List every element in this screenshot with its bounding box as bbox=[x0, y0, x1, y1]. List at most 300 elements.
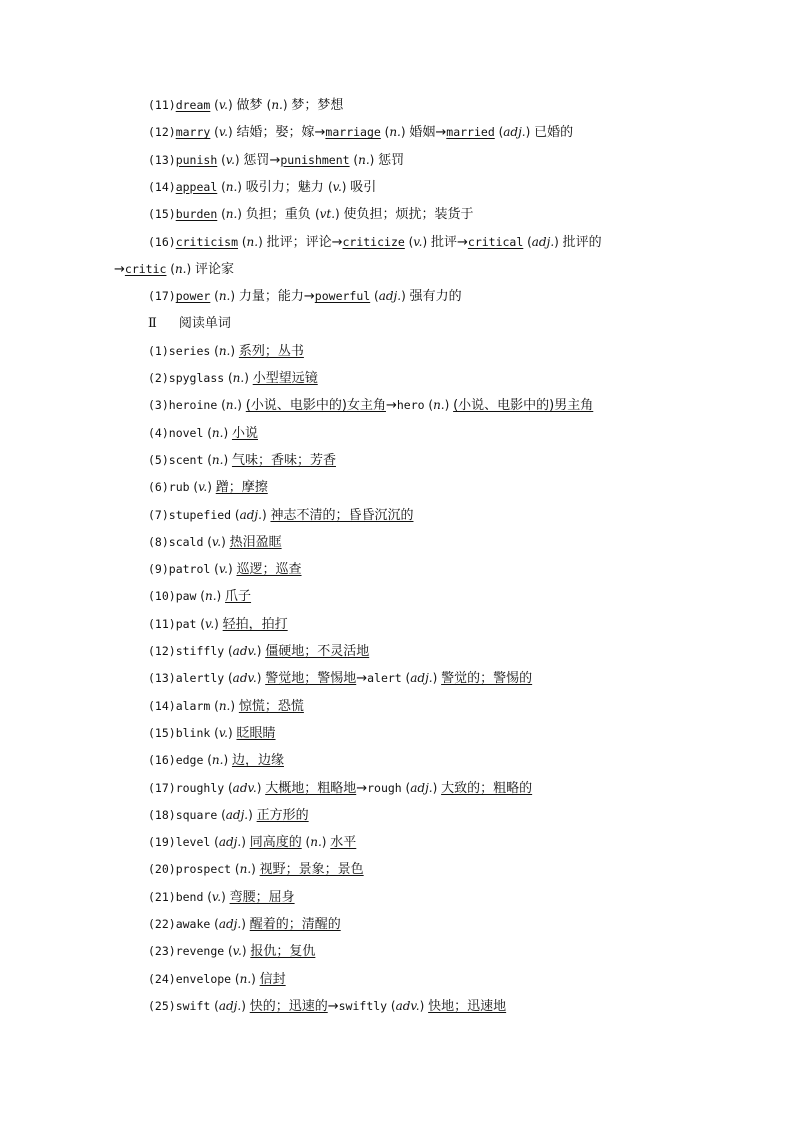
parenthesis: ( bbox=[196, 616, 205, 631]
parenthesis: ) bbox=[554, 234, 563, 249]
part-of-speech: adj. bbox=[218, 998, 242, 1013]
part-of-speech: adv. bbox=[232, 644, 257, 658]
parenthesis: ( bbox=[266, 98, 272, 112]
parenthesis: ) bbox=[251, 862, 260, 877]
english-word: marry bbox=[175, 125, 211, 140]
english-word: dream bbox=[175, 98, 211, 112]
vocab-entry bbox=[148, 452, 336, 469]
english-word: criticize bbox=[342, 234, 405, 249]
parenthesis: ) bbox=[234, 152, 244, 167]
chinese-meaning: 眨眼睛 bbox=[236, 725, 276, 741]
vocab-entry bbox=[148, 234, 602, 251]
chinese-text: 强有力的 bbox=[409, 289, 462, 305]
section-number: Ⅱ bbox=[148, 316, 157, 332]
vocab-entry bbox=[148, 916, 341, 933]
english-word: burden bbox=[175, 207, 218, 222]
parenthesis: ( bbox=[424, 398, 434, 413]
english-word: revenge bbox=[175, 944, 225, 959]
vocab-entry bbox=[148, 752, 284, 769]
parenthesis: ) bbox=[369, 152, 379, 167]
chinese-text: 梦；梦想 bbox=[291, 98, 344, 113]
parenthesis: ( bbox=[210, 998, 219, 1013]
english-word: roughly bbox=[175, 780, 225, 795]
english-word: patrol bbox=[168, 562, 211, 577]
parenthesis: ( bbox=[217, 398, 226, 413]
parenthesis: ) bbox=[422, 234, 431, 249]
parenthesis: ) bbox=[432, 780, 442, 795]
entry-number: (13) bbox=[148, 152, 176, 167]
parenthesis: ) bbox=[244, 371, 253, 385]
vocab-entry bbox=[148, 834, 356, 851]
vocab-entry bbox=[148, 179, 376, 196]
english-word: swiftly bbox=[338, 998, 388, 1013]
entry-number: (16) bbox=[148, 753, 176, 768]
parenthesis: ( bbox=[203, 534, 212, 549]
chinese-meaning: 边，边缘 bbox=[231, 753, 284, 769]
parenthesis: ( bbox=[189, 480, 199, 495]
vocab-entry bbox=[148, 425, 258, 442]
part-of-speech: n. bbox=[218, 343, 231, 358]
parenthesis: ) bbox=[251, 971, 260, 986]
english-word: edge bbox=[175, 753, 204, 768]
chinese-meaning: 系列；丛书 bbox=[238, 343, 304, 359]
part-of-speech: n. bbox=[225, 179, 238, 194]
chinese-meaning: 小型望远镜 bbox=[252, 371, 318, 386]
chinese-text: 吸引 bbox=[350, 179, 377, 195]
chinese-text: → bbox=[356, 780, 368, 796]
parenthesis: ( bbox=[387, 998, 396, 1013]
part-of-speech: adj. bbox=[410, 780, 433, 795]
part-of-speech: adj. bbox=[531, 234, 555, 249]
chinese-meaning: 爪子 bbox=[225, 589, 252, 605]
vocab-entry bbox=[148, 206, 474, 223]
entry-number: (7) bbox=[148, 507, 169, 522]
entry-number: (14) bbox=[148, 698, 176, 713]
entry-number: (22) bbox=[148, 917, 176, 931]
parenthesis: ( bbox=[349, 152, 359, 167]
chinese-meaning: 信封 bbox=[259, 971, 286, 987]
entry-number: (15) bbox=[148, 207, 176, 222]
english-word: marriage bbox=[325, 125, 381, 140]
english-word: awake bbox=[175, 917, 211, 931]
part-of-speech: n. bbox=[239, 971, 252, 986]
english-word: powerful bbox=[314, 289, 371, 304]
parenthesis: ( bbox=[380, 125, 390, 140]
vocab-entry bbox=[114, 261, 234, 278]
chinese-text: 批评；评论 bbox=[266, 234, 332, 250]
chinese-text: → bbox=[435, 125, 447, 141]
entry-number: (21) bbox=[148, 889, 176, 904]
parenthesis: ( bbox=[203, 425, 212, 440]
entry-number: (12) bbox=[148, 125, 176, 140]
parenthesis: ( bbox=[210, 725, 219, 740]
chinese-meaning: 蹭；摩擦 bbox=[215, 480, 268, 496]
part-of-speech: v. bbox=[225, 152, 235, 167]
part-of-speech: n. bbox=[218, 289, 231, 304]
part-of-speech: adj. bbox=[218, 835, 242, 850]
parenthesis: ) bbox=[241, 835, 250, 850]
chinese-meaning: 快地；迅速地 bbox=[428, 998, 507, 1014]
parenthesis: ) bbox=[241, 944, 251, 959]
parenthesis: ) bbox=[444, 398, 454, 413]
parenthesis: ( bbox=[217, 207, 226, 222]
parenthesis: ( bbox=[196, 589, 205, 604]
english-word: punish bbox=[175, 152, 218, 167]
parenthesis: ) bbox=[256, 780, 266, 795]
parenthesis: ( bbox=[210, 343, 219, 358]
part-of-speech: v. bbox=[211, 889, 222, 904]
vocab-entry bbox=[148, 343, 304, 360]
entry-number: (3) bbox=[148, 398, 169, 413]
part-of-speech: adj. bbox=[218, 917, 242, 931]
part-of-speech: v. bbox=[198, 480, 208, 495]
entry-number: (20) bbox=[148, 862, 176, 877]
entry-number: (1) bbox=[148, 343, 169, 358]
parenthesis: ) bbox=[400, 125, 410, 140]
part-of-speech: adj. bbox=[503, 125, 526, 140]
english-word: spyglass bbox=[168, 371, 225, 385]
parenthesis: ) bbox=[223, 753, 232, 768]
chinese-text: 已婚的 bbox=[534, 125, 574, 141]
english-word: critic bbox=[124, 261, 167, 276]
parenthesis: ( bbox=[494, 125, 504, 140]
vocab-entry bbox=[148, 725, 276, 742]
part-of-speech: adv. bbox=[232, 780, 257, 795]
english-word: bend bbox=[175, 889, 204, 904]
parenthesis: ( bbox=[231, 862, 240, 877]
english-word: punishment bbox=[280, 152, 350, 167]
parenthesis: ) bbox=[432, 671, 442, 686]
english-word: pat bbox=[175, 616, 197, 631]
vocab-entry bbox=[148, 616, 288, 633]
english-word: stupefied bbox=[168, 507, 232, 522]
part-of-speech: n. bbox=[239, 862, 252, 877]
part-of-speech: v. bbox=[211, 534, 222, 549]
part-of-speech: n. bbox=[310, 835, 322, 850]
part-of-speech: v. bbox=[232, 944, 242, 959]
part-of-speech: vt. bbox=[319, 207, 336, 222]
vocab-entry bbox=[148, 807, 309, 824]
chinese-text: 使负担；烦扰；装货于 bbox=[343, 207, 474, 223]
parenthesis: ( bbox=[210, 562, 219, 577]
english-word: novel bbox=[168, 425, 204, 440]
parenthesis: ) bbox=[419, 998, 429, 1013]
english-word: married bbox=[446, 125, 495, 140]
chinese-meaning: 警觉地；警惕地 bbox=[265, 671, 357, 687]
parenthesis: ) bbox=[237, 398, 246, 413]
chinese-text: → bbox=[114, 261, 125, 277]
parenthesis: ( bbox=[231, 971, 240, 986]
entry-number: (17) bbox=[148, 289, 176, 304]
chinese-text: → bbox=[303, 289, 315, 305]
english-word: heroine bbox=[168, 398, 218, 413]
parenthesis: ) bbox=[258, 234, 267, 249]
part-of-speech: n. bbox=[218, 698, 231, 713]
vocab-entry bbox=[148, 479, 268, 496]
chinese-text: 婚姻 bbox=[409, 125, 436, 141]
chinese-meaning: 神志不清的；昏昏沉沉的 bbox=[270, 507, 414, 523]
part-of-speech: n. bbox=[358, 152, 370, 167]
part-of-speech: n. bbox=[246, 234, 259, 249]
parenthesis: ( bbox=[224, 371, 233, 385]
parenthesis: ) bbox=[228, 125, 237, 140]
part-of-speech: v. bbox=[413, 234, 423, 249]
english-word: criticism bbox=[175, 234, 239, 249]
chinese-meaning: 大概地；粗略地 bbox=[265, 780, 357, 796]
chinese-meaning: 快的；迅速的 bbox=[249, 998, 328, 1014]
entry-number: (25) bbox=[148, 998, 176, 1013]
chinese-meaning: 大致的；粗略的 bbox=[441, 780, 533, 796]
vocab-entry bbox=[148, 889, 295, 906]
chinese-meaning: 小说 bbox=[231, 425, 258, 441]
chinese-text: → bbox=[269, 152, 281, 168]
vocab-entry bbox=[148, 588, 251, 605]
parenthesis: ) bbox=[223, 452, 232, 467]
english-word: alertly bbox=[175, 671, 225, 686]
vocab-entry bbox=[148, 670, 532, 687]
entry-number: (5) bbox=[148, 452, 169, 467]
parenthesis: ( bbox=[203, 753, 212, 768]
vocab-entry bbox=[148, 861, 364, 878]
chinese-text: 评论家 bbox=[195, 261, 235, 277]
chinese-meaning: 轻拍，拍打 bbox=[222, 616, 288, 632]
parenthesis: ( bbox=[231, 507, 240, 522]
vocab-entry bbox=[148, 998, 506, 1015]
parenthesis: ( bbox=[401, 671, 411, 686]
english-word: blink bbox=[175, 725, 211, 740]
english-word: series bbox=[168, 343, 211, 358]
parenthesis: ( bbox=[203, 452, 212, 467]
part-of-speech: v. bbox=[204, 616, 215, 631]
chinese-meaning: (小说、电影中的)男主角 bbox=[453, 398, 594, 414]
parenthesis: ) bbox=[525, 125, 535, 140]
chinese-meaning: 正方形的 bbox=[256, 807, 309, 823]
parenthesis: ) bbox=[221, 889, 230, 904]
english-word: square bbox=[175, 807, 218, 822]
chinese-text: → bbox=[356, 671, 368, 687]
part-of-speech: adj. bbox=[225, 807, 249, 822]
parenthesis: ( bbox=[166, 261, 175, 276]
vocab-entry bbox=[148, 397, 593, 414]
parenthesis: ) bbox=[401, 289, 410, 304]
part-of-speech: n. bbox=[271, 98, 283, 112]
part-of-speech: v. bbox=[218, 725, 228, 740]
entry-number: (23) bbox=[148, 944, 176, 959]
parenthesis: ) bbox=[237, 179, 246, 194]
vocab-entry bbox=[148, 534, 282, 551]
english-word: rub bbox=[168, 480, 190, 495]
vocab-entry bbox=[148, 971, 286, 988]
parenthesis: ( bbox=[210, 698, 219, 713]
chinese-meaning: 报仇；复仇 bbox=[250, 944, 316, 960]
entry-number: (15) bbox=[148, 725, 176, 740]
parenthesis: ) bbox=[228, 562, 237, 577]
chinese-meaning: 气味；香味；芳香 bbox=[231, 452, 336, 468]
part-of-speech: v. bbox=[218, 125, 228, 140]
chinese-text: 惩罚 bbox=[243, 152, 270, 168]
vocab-entry bbox=[148, 507, 413, 524]
english-word: alert bbox=[367, 671, 402, 686]
entry-number: (14) bbox=[148, 179, 176, 194]
english-word: scent bbox=[168, 452, 204, 467]
parenthesis: ) bbox=[282, 98, 292, 112]
parenthesis: ) bbox=[237, 207, 246, 222]
vocab-entry bbox=[148, 643, 369, 660]
parenthesis: ) bbox=[256, 644, 266, 658]
entry-number: (10) bbox=[148, 589, 176, 604]
vocab-entry bbox=[148, 124, 573, 141]
parenthesis: ( bbox=[401, 780, 411, 795]
chinese-meaning: 热泪盈眶 bbox=[229, 534, 282, 550]
entry-number: (9) bbox=[148, 562, 169, 577]
parenthesis: ) bbox=[335, 207, 344, 222]
parenthesis: ) bbox=[248, 807, 257, 822]
part-of-speech: adv. bbox=[232, 671, 257, 686]
english-word: paw bbox=[175, 589, 197, 604]
parenthesis: ) bbox=[230, 289, 239, 304]
chinese-meaning: 巡逻；巡查 bbox=[236, 562, 302, 578]
english-word: rough bbox=[367, 780, 402, 795]
part-of-speech: n. bbox=[204, 589, 217, 604]
part-of-speech: n. bbox=[211, 452, 224, 467]
part-of-speech: adj. bbox=[378, 289, 402, 304]
part-of-speech: adj. bbox=[410, 671, 433, 686]
chinese-text: 批评 bbox=[430, 234, 457, 250]
english-word: prospect bbox=[175, 862, 232, 877]
parenthesis: ( bbox=[203, 889, 212, 904]
parenthesis: ) bbox=[216, 589, 226, 604]
part-of-speech: n. bbox=[211, 753, 224, 768]
english-word: envelope bbox=[175, 971, 232, 986]
parenthesis: ( bbox=[210, 917, 219, 931]
section-heading bbox=[148, 315, 231, 332]
parenthesis: ) bbox=[341, 179, 351, 194]
entry-number: (2) bbox=[148, 371, 169, 385]
entry-number: (18) bbox=[148, 807, 176, 822]
entry-number: (16) bbox=[148, 234, 176, 249]
parenthesis: ) bbox=[228, 725, 237, 740]
chinese-meaning: 惊慌；恐慌 bbox=[238, 698, 304, 714]
part-of-speech: n. bbox=[232, 371, 245, 385]
parenthesis: ( bbox=[217, 179, 226, 194]
english-word: critical bbox=[467, 234, 524, 249]
parenthesis: ( bbox=[217, 807, 226, 822]
parenthesis: ) bbox=[207, 480, 216, 495]
chinese-text: 力量；能力 bbox=[238, 289, 304, 305]
parenthesis: ( bbox=[210, 98, 219, 112]
entry-number: (8) bbox=[148, 534, 169, 549]
entry-number: (17) bbox=[148, 780, 176, 795]
chinese-text: → bbox=[327, 998, 339, 1014]
chinese-text: 结婚；娶；嫁 bbox=[236, 125, 315, 141]
english-word: power bbox=[175, 289, 211, 304]
vocab-entry bbox=[148, 780, 532, 797]
vocab-entry bbox=[148, 152, 404, 169]
parenthesis: ) bbox=[321, 835, 331, 850]
entry-number: (4) bbox=[148, 425, 169, 440]
parenthesis: ) bbox=[230, 698, 239, 713]
entry-number: (24) bbox=[148, 971, 176, 986]
part-of-speech: n. bbox=[389, 125, 401, 140]
parenthesis: ) bbox=[228, 98, 237, 112]
part-of-speech: v. bbox=[332, 179, 342, 194]
part-of-speech: n. bbox=[211, 425, 224, 440]
english-word: hero bbox=[396, 398, 425, 413]
parenthesis: ( bbox=[224, 671, 233, 686]
parenthesis: ) bbox=[241, 917, 250, 931]
part-of-speech: adj. bbox=[239, 507, 262, 522]
english-word: swift bbox=[175, 998, 211, 1013]
english-word: level bbox=[175, 835, 211, 850]
entry-number: (12) bbox=[148, 644, 176, 658]
parenthesis: ) bbox=[241, 998, 250, 1013]
section-title: 阅读单词 bbox=[178, 316, 231, 332]
parenthesis: ( bbox=[224, 644, 233, 658]
parenthesis: ) bbox=[186, 261, 195, 276]
parenthesis: ( bbox=[404, 234, 414, 249]
chinese-meaning: 视野；景象；景色 bbox=[259, 862, 364, 878]
parenthesis: ( bbox=[210, 289, 219, 304]
english-word: alarm bbox=[175, 698, 211, 713]
vocab-entry bbox=[148, 561, 302, 578]
english-word: stiffly bbox=[175, 644, 225, 658]
entry-number: (6) bbox=[148, 480, 169, 495]
part-of-speech: adv. bbox=[395, 998, 420, 1013]
english-word: appeal bbox=[175, 179, 218, 194]
chinese-meaning: (小说、电影中的)女主角 bbox=[245, 398, 386, 414]
entry-number: (11) bbox=[148, 98, 176, 112]
parenthesis: ( bbox=[523, 234, 532, 249]
chinese-text: 做梦 bbox=[236, 98, 267, 113]
part-of-speech: n. bbox=[225, 207, 238, 222]
vocab-entry bbox=[148, 97, 343, 114]
vocab-entry bbox=[148, 943, 315, 960]
parenthesis: ( bbox=[210, 835, 219, 850]
chinese-meaning: 醒着的；清醒的 bbox=[249, 917, 341, 932]
parenthesis: ) bbox=[221, 534, 230, 549]
chinese-meaning: 水平 bbox=[330, 835, 357, 851]
english-word: scald bbox=[168, 534, 204, 549]
entry-number: (13) bbox=[148, 671, 176, 686]
chinese-text: → bbox=[385, 398, 397, 414]
part-of-speech: n. bbox=[174, 261, 187, 276]
parenthesis: ( bbox=[327, 179, 333, 194]
parenthesis: ) bbox=[230, 343, 239, 358]
chinese-text: → bbox=[456, 234, 468, 250]
entry-number: (11) bbox=[148, 616, 176, 631]
entry-number: (19) bbox=[148, 835, 176, 850]
parenthesis: ) bbox=[261, 507, 271, 522]
parenthesis: ) bbox=[223, 425, 232, 440]
parenthesis: ( bbox=[210, 125, 219, 140]
part-of-speech: v. bbox=[218, 98, 228, 112]
parenthesis: ( bbox=[217, 152, 226, 167]
parenthesis: ( bbox=[301, 835, 311, 850]
parenthesis: ( bbox=[314, 207, 320, 222]
part-of-speech: v. bbox=[218, 562, 228, 577]
chinese-meaning: 弯腰；屈身 bbox=[229, 889, 295, 905]
chinese-text: 吸引力；魅力 bbox=[245, 179, 328, 195]
chinese-text: → bbox=[331, 234, 343, 250]
parenthesis: ( bbox=[370, 289, 379, 304]
part-of-speech: n. bbox=[433, 398, 445, 413]
chinese-meaning: 同高度的 bbox=[249, 835, 302, 851]
chinese-text: 惩罚 bbox=[378, 152, 405, 168]
chinese-meaning: 僵硬地；不灵活地 bbox=[265, 644, 370, 659]
parenthesis: ( bbox=[238, 234, 247, 249]
vocab-entry bbox=[148, 370, 318, 387]
vocab-entry bbox=[148, 698, 304, 715]
